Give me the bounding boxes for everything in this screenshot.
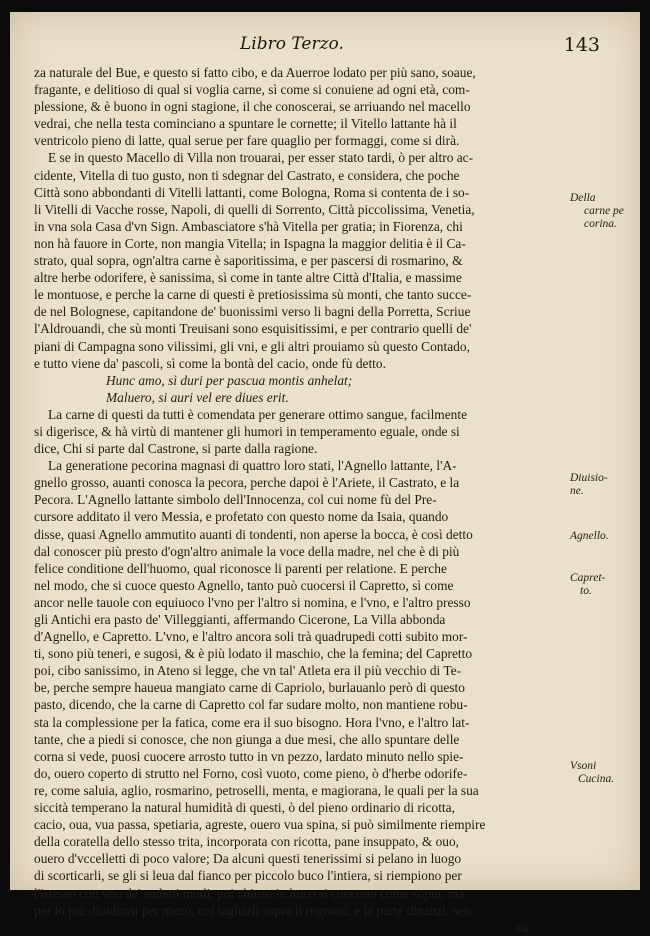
text-line: ouero d'vccelletti di poco valore; Da alcuni questi tenerissimi si pelano in luogo: [34, 851, 462, 867]
text-line: be, perche sempre haueua mangiato carne di Capriolo, burlauanlo però di questo: [34, 680, 465, 696]
text-line: per lo più diuidonsi per mezo, col tagliarli sopra li rognoni, e la parte dinanzi, sen-: [34, 902, 476, 918]
text-line: poi, cibo sanissimo, in Ateno si legge, che vn tal' Atleta era il più vecchio di Te-: [34, 663, 462, 679]
text-line: della coratella dello stesso trita, incorporata con ricotta, pane insuppato, & ouo,: [34, 834, 460, 850]
body-text: [34, 64, 568, 936]
text-line: cacio, oua, vua passa, spetiaria, agreste, ouero vua spina, si può similmente riempire: [34, 817, 486, 833]
text-line: le montuose, e perche la carne di questi è pretiosissima sù monti, che tanto succe-: [34, 287, 472, 303]
text-line: strato, qual sopra, ogn'altra carne è saporitissima, e per pascersi di rosmarino, &: [34, 253, 463, 269]
running-title: Libro Terzo.: [240, 34, 344, 54]
text-line: La generatione pecorina magnasi di quattro loro stati, l'Agnello lattante, l'A-: [48, 458, 457, 474]
text-line: tante, che a piedi si conosce, che non giunga a due mesi, che allo spuntare delle: [34, 731, 460, 747]
text-line: do, ouero coperto di strutto nel Forno, così vuoto, come pieno, ò d'herbe odorife-: [34, 765, 468, 781]
text-line: altre herbe odorifere, è sanissima, sì come in tante altre Città d'Italia, e massime: [34, 270, 462, 286]
text-line: si digerisce, & hà virtù di mantener gli humori in temperamento eguale, onde si: [34, 423, 460, 439]
text-line: felice conditione dell'huomo, qual riconosce li parenti per relatione. E perche: [34, 560, 447, 576]
text-line: Città sono abbondanti di Vitelli lattanti, come Bologna, Roma si contenta de i so-: [34, 184, 470, 200]
text-line: l'Aldrouandi, che sù monti Treuisani sono esquisitissimi, e per contrario quelli de': [34, 321, 472, 337]
text-line: di scorticarli, se gli si leua dal fianco per piccolo buco l'intiera, si riempiono per: [34, 868, 462, 884]
text-line: fragante, e delitioso di qual si voglia carne, sì come si conuiene ad ogni età, com-: [34, 82, 470, 98]
text-line: cidente, Vitella di tuo gusto, non ti sdegnar del Castrato, e considera, che poche: [34, 167, 460, 183]
text-line: in vna sola Casa d'vn Sign. Ambasciatore s'hà Vitella per gratia; in Fiorenza, chi: [34, 218, 463, 234]
text-line: gnello grosso, auanti conosca la pecora, perche dapoi è l'Ariete, il Castrato, e la: [34, 475, 460, 491]
margin-notes: [570, 12, 640, 890]
text-line: za naturale del Bue, e questo si fatto cibo, e da Auerroe lodato per più sano, soaue,: [34, 65, 476, 80]
text-line: de nel Bolognese, capitandone de' buonissimi verso li bagni della Porretta, Scriue: [34, 304, 471, 320]
text-line: d'Agnello, e Capretto. L'vno, e l'altro ancora soli trà quadrupedi cotti subito mor-: [34, 629, 468, 645]
text-line: La carne di questi da tutti è comendata per generare ottimo sangue, facilmente: [48, 406, 468, 422]
text-line: za: [516, 919, 528, 935]
text-line: dice, Chi si parte dal Castrone, si parte dalla ragione.: [34, 441, 318, 457]
text-line: gli Antichi era pasto de' Villeggianti, affermando Cicerone, La Villa abbonda: [34, 612, 446, 627]
text-line: Pecora. L'Agnello lattante simbolo dell'Innocenza, col cui nome fù del Pre-: [34, 492, 437, 508]
text-line: plessione, & è buono in ogni stagione, il che conoscerai, se arriuando nel macello: [34, 99, 471, 115]
text-line: nel modo, che si cuoce questo Agnello, tanto può cuocersi il Capretto, sì come: [34, 577, 454, 593]
text-line: Maluero, si auri vel ere diues erit.: [106, 389, 289, 405]
text-line: l'istesso con vno de' sudetti modi, poi chiuso in buco si cuocono come sopra, ma: [34, 885, 465, 901]
text-line: E se in questo Macello di Villa non trouarai, per esser stato tardi, ò per altro ac-: [48, 150, 474, 166]
text-line: vedrai, che nella testa cominciano a spuntare le cornette; il Vitello lattante hà il: [34, 116, 457, 132]
text-line: sta la complessione per la fatica, come era il suo bisogno. Hora l'vno, e l'altro lat-: [34, 714, 470, 730]
text-line: non hà fauore in Corte, non mangia Vitella; in Ispagna la maggior delitia è il Ca-: [34, 235, 466, 251]
text-line: corna si vede, puosi cuocere arrosto tutto in vn pezzo, lardato minuto nello spie-: [34, 748, 464, 764]
text-line: Hunc amo, sì duri per pascua montis anhelat;: [106, 372, 353, 388]
text-line: piani di Campagna sono vilissimi, gli vni, e gli altri prouiamo sù questo Contado,: [34, 338, 470, 354]
page-header: [10, 34, 640, 62]
page-number: 143: [563, 34, 600, 56]
margin-note-carne-pecorina: Della carne pe corina.: [570, 192, 624, 230]
text-line: re, come saluia, aglio, rosmarino, petroselli, menta, e magiorana, le quali per la sua: [34, 782, 479, 798]
margin-note-divisione: Diuisio- ne.: [570, 472, 608, 497]
book-page: [10, 12, 640, 935]
text-line: li Vitelli di Vacche rosse, Napoli, di quelli di Sorrento, Città piccolissima, Venetia,: [34, 201, 475, 217]
text-line: ti, sono più teneri, e sugosi, & è più lodato il maschio, che la femina; del Capretto: [34, 646, 473, 662]
text-line: ancor nelle tauole con equiuoco l'vno per l'altro si nomina, e l'vno, e l'altro presso: [34, 594, 471, 610]
text-line: e tutto viene da' pascoli, sì come la bontà del cacio, onde fù detto.: [34, 355, 386, 371]
text-line: dal conoscer più presto d'ogn'altro animale la voce della madre, nel che è di più: [34, 543, 460, 559]
text-line: ventricolo pieno di latte, qual serue per fare quaglio per formaggi, come si dirà.: [34, 133, 460, 149]
margin-note-agnello: Agnello.: [570, 530, 609, 542]
text-line: cursore additato il vero Messia, e profetato con questo nome da Isaia, quando: [34, 509, 449, 525]
text-line: siccità temperano la natural humidità di questi, ò del pieno ordinario di ricotta,: [34, 800, 455, 816]
margin-note-usi-cucina: Vsoni Cucina.: [570, 760, 615, 785]
text-line: disse, quasi Agnello ammutito auanti di tondenti, non aperse la bocca, è così detto: [34, 526, 473, 542]
margin-note-capretto: Capret- to.: [570, 572, 606, 597]
text-line: pasto, dicendo, che la carne di Capretto col far sudare molto, non mantiene robu-: [34, 697, 468, 713]
